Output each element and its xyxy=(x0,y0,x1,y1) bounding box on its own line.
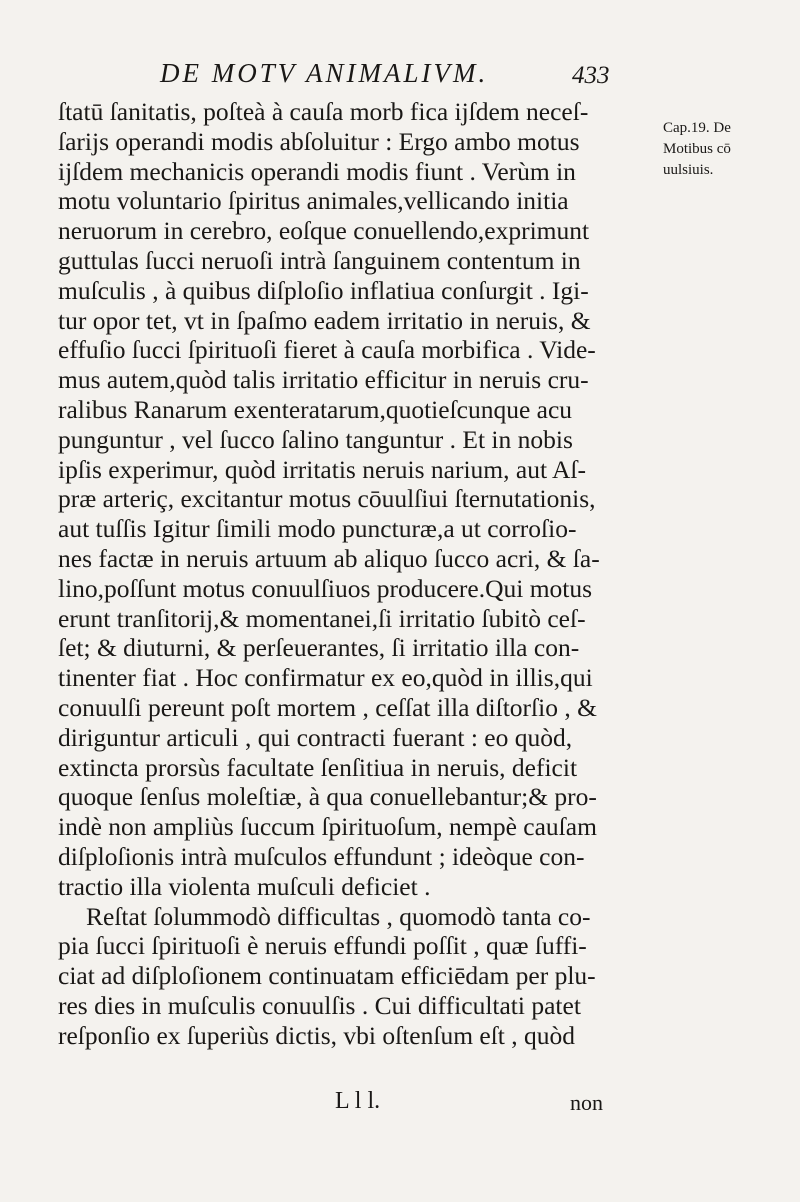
text-line: diſploſionis intrà muſculos effundunt ; ideòque con- xyxy=(58,841,585,871)
text-line: res dies in muſculis conuulſis . Cui difficultati patet xyxy=(58,990,581,1020)
text-line: effuſio ſucci ſpirituoſi fieret à cauſa morbifica . Vide- xyxy=(58,335,596,365)
margin-note xyxy=(663,118,798,181)
text-line: indè non ampliùs ſuccum ſpirituoſum, nempè cauſam xyxy=(58,812,597,842)
catchword: non xyxy=(570,1090,603,1115)
text-line: ipſis experimur, quòd irritatis neruis narium, aut Aſ- xyxy=(58,454,587,484)
text-line: quoque ſenſus moleſtiæ, à qua conuellebantur;& pro- xyxy=(58,782,597,812)
text-line: nes factæ in neruis artuum ab aliquo ſucco acri, & ſa- xyxy=(58,543,600,573)
text-line: mus autem,quòd talis irritatio efficitur in neruis cru- xyxy=(58,365,589,395)
signature-mark: L l l. xyxy=(335,1088,381,1114)
text-line: aut tuſſis Igitur ſimili modo puncturæ,a ut corroſio- xyxy=(58,514,577,544)
running-head: DE MOTV ANIMALIVM. xyxy=(160,58,489,88)
text-line: guttulas ſucci neruoſi intrà ſanguinem contentum in xyxy=(58,245,581,275)
margin-note-line: Cap.19. De xyxy=(663,120,731,136)
text-line: ijſdem mechanicis operandi modis fiunt . Verùm in xyxy=(58,156,576,186)
margin-note-line: uulsiuis. xyxy=(663,162,714,178)
text-line: reſponſio ex ſuperiùs dictis, vbi oſtenſum eſt , quòd xyxy=(58,1020,576,1050)
text-line: præ arteriç, excitantur motus cōuulſiui ſternutationis, xyxy=(58,484,596,514)
text-line: lino,poſſunt motus conuulſiuos producere.Qui motus xyxy=(58,573,593,603)
body-text xyxy=(58,97,658,1051)
text-line: ciat ad diſploſionem continuatam efficiēdam per plu- xyxy=(58,961,596,991)
text-line: conuulſi pereunt poſt mortem , ceſſat illa diſtorſio , & xyxy=(58,692,597,722)
text-line: extincta prorsùs facultate ſenſitiua in neruis, deficit xyxy=(58,752,578,782)
text-line: ralibus Ranarum exenteratarum,quotieſcunque acu xyxy=(58,394,573,424)
text-line: muſculis , à quibus diſploſio inflatiua conſurgit . Igi- xyxy=(58,275,589,305)
text-line: pia ſucci ſpirituoſi è neruis effundi poſſit , quæ ſuffi- xyxy=(58,931,587,961)
page-number: 433 xyxy=(572,62,610,89)
text-line: punguntur , vel ſucco ſalino tanguntur . Et in nobis xyxy=(58,424,573,454)
paragraph-start-line: Reſtat ſolummodò difficultas , quomodò tanta co- xyxy=(86,901,591,931)
text-line: ſtatū ſanitatis, poſteà à cauſa morb fica ijſdem neceſ- xyxy=(58,97,589,126)
text-line: diriguntur articuli , qui contracti fuerant : eo quòd, xyxy=(58,722,573,752)
text-line: ſarijs operandi modis abſoluitur : Ergo ambo motus xyxy=(58,126,580,156)
text-line: erunt tranſitorij,& momentanei,ſi irritatio ſubitò ceſ- xyxy=(58,603,586,633)
text-line: tur opor tet, vt in ſpaſmo eadem irritatio in neruis, & xyxy=(58,305,591,335)
text-line: motu voluntario ſpiritus animales,vellicando initia xyxy=(58,186,569,216)
text-line: tinenter fiat . Hoc confirmatur ex eo,quòd in illis,qui xyxy=(58,663,593,693)
margin-note-line: Motibus cō xyxy=(663,141,731,157)
text-line: neruorum in cerebro, eoſque conuellendo,exprimunt xyxy=(58,216,590,246)
text-line: tractio illa violenta muſculi deficiet . xyxy=(58,871,431,901)
text-line: ſet; & diuturni, & perſeuerantes, ſi irritatio illa con- xyxy=(58,633,580,663)
